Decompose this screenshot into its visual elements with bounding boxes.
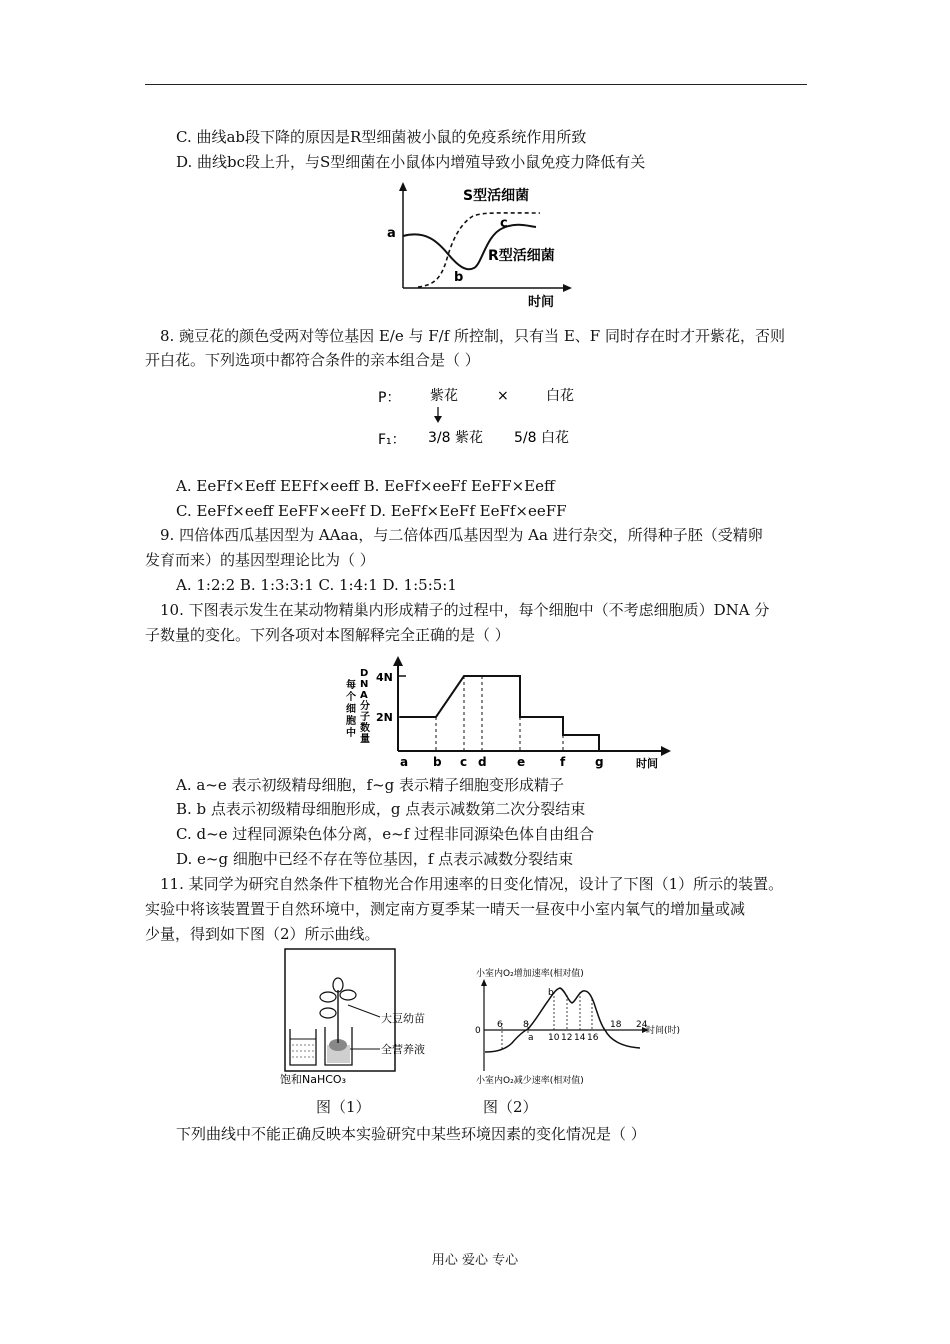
svg-text:D: D xyxy=(360,668,369,679)
q11-apparatus-figure xyxy=(270,945,440,1090)
q11-tick-6: 6 xyxy=(497,1020,503,1030)
q8-times: × xyxy=(497,388,509,404)
q7-bacteria-graph xyxy=(378,180,578,310)
q10-y-label-col1 xyxy=(346,678,356,739)
q8-options-ab: A. EeFf×Eeff EEFf×eeff B. EeFf×eeFf EeFF×Eeff xyxy=(176,477,555,495)
page-footer: 用心 爱心 专心 xyxy=(431,1253,519,1268)
q11-stem-2: 实验中将该装置置于自然环境中，测定南方夏季某一晴天一昼夜中小室内氧气的增加量或减 xyxy=(145,900,746,918)
svg-text:量: 量 xyxy=(360,734,370,745)
q10-x-tick-f: f xyxy=(560,755,566,769)
q10-x-tick-c: c xyxy=(460,755,468,769)
q10-y-label-col2 xyxy=(360,668,370,745)
svg-text:数: 数 xyxy=(360,723,370,734)
q10-x-tick-e: e xyxy=(517,755,526,769)
q11-label-seedling: 大豆幼苗 xyxy=(381,1012,425,1025)
svg-text:胞: 胞 xyxy=(346,716,356,727)
q11-y-bottom-label: 小室内O₂减少速率(相对值) xyxy=(476,1076,584,1086)
q11-tail: 下列曲线中不能正确反映本实验研究中某些环境因素的变化情况是（ ） xyxy=(176,1125,646,1143)
q7-label-a: a xyxy=(387,226,396,241)
q10-option-d: D. e~g 细胞中已经不存在等位基因，f 点表示减数分裂结束 xyxy=(176,850,574,868)
svg-text:中: 中 xyxy=(346,728,356,739)
q7-label-b: b xyxy=(454,270,464,285)
q11-tick-18: 18 xyxy=(610,1020,622,1030)
q8-stem-1: 8. 豌豆花的颜色受两对等位基因 E/e 与 F/f 所控制，只有当 E、F 同时存在时才开紫花，否则 xyxy=(160,327,785,345)
svg-text:分: 分 xyxy=(360,701,370,712)
q8-white-parent: 白花 xyxy=(546,388,574,404)
q7-label-c: c xyxy=(500,216,508,231)
q10-x-tick-b: b xyxy=(433,755,442,769)
q11-tick-10: 10 xyxy=(548,1033,560,1043)
q10-stem-1: 10. 下图表示发生在某动物精巢内形成精子的过程中，每个细胞中（不考虑细胞质）DNA 分 xyxy=(160,601,770,619)
svg-text:子: 子 xyxy=(360,712,370,723)
q8-f1-purple: 3/8 紫花 xyxy=(428,430,483,446)
q11-x-axis-label: 时间(时) xyxy=(646,1026,681,1036)
header-rule xyxy=(145,84,807,85)
q11-point-b: b xyxy=(548,988,554,998)
q11-y-top-label: 小室内O₂增加速率(相对值) xyxy=(476,969,584,979)
q11-tick-12: 12 xyxy=(561,1033,573,1043)
q8-options-cd: C. EeFf×eeff EeFF×eeFf D. EeFf×EeFf EeFf×eeFF xyxy=(176,502,567,520)
q8-cross-diagram xyxy=(374,380,594,455)
q10-tick-2n: 2N xyxy=(376,711,393,724)
q8-f1-white: 5/8 白花 xyxy=(514,430,569,446)
svg-text:A: A xyxy=(360,690,368,701)
q8-f1-label: F₁： xyxy=(378,432,406,448)
q7-r-label: R型活细菌 xyxy=(488,248,555,264)
q10-tick-4n: 4N xyxy=(376,671,393,684)
q10-option-a: A. a~e 表示初级精母细胞，f~g 表示精子细胞变形成精子 xyxy=(176,776,565,794)
q8-p-label: P： xyxy=(378,390,401,406)
q11-tick-8: 8 xyxy=(523,1020,529,1030)
q11-zero: 0 xyxy=(475,1026,481,1036)
q8-purple-parent: 紫花 xyxy=(430,388,458,404)
q7-option-c: C. 曲线ab段下降的原因是R型细菌被小鼠的免疫系统作用所致 xyxy=(176,128,587,146)
q8-stem-2: 开白花。下列选项中都符合条件的亲本组合是（ ） xyxy=(145,351,480,369)
q11-label-nutrient: 全营养液 xyxy=(381,1043,425,1056)
q10-x-axis-label: 时间 xyxy=(636,757,658,770)
q10-option-c: C. d~e 过程同源染色体分离，e~f 过程非同源染色体自由组合 xyxy=(176,825,595,843)
q9-stem-2: 发育而来）的基因型理论比为（ ） xyxy=(145,551,375,569)
svg-text:N: N xyxy=(360,679,369,690)
q10-x-tick-a: a xyxy=(400,755,409,769)
q9-options: A. 1:2:2 B. 1:3:3:1 C. 1:4:1 D. 1:5:5:1 xyxy=(176,576,457,594)
q10-x-tick-d: d xyxy=(478,755,487,769)
svg-text:每: 每 xyxy=(346,680,356,691)
q7-s-label: S型活细菌 xyxy=(463,188,530,204)
q11-tick-24: 24 xyxy=(636,1020,648,1030)
q9-stem-1: 9. 四倍体西瓜基因型为 AAaa，与二倍体西瓜基因型为 Aa 进行杂交，所得种子胚（受精卵 xyxy=(160,526,763,544)
q11-tick-16: 16 xyxy=(587,1033,599,1043)
q10-x-tick-g: g xyxy=(595,755,604,769)
q11-stem-3: 少量，得到如下图（2）所示曲线。 xyxy=(145,925,380,943)
q11-caption-1: 图（1） xyxy=(316,1098,371,1116)
q11-tick-14: 14 xyxy=(574,1033,586,1043)
q11-point-a: a xyxy=(528,1033,534,1043)
q7-option-d: D. 曲线bc段上升，与S型细菌在小鼠体内增殖导致小鼠免疫力降低有关 xyxy=(176,153,646,171)
svg-text:细: 细 xyxy=(346,704,356,715)
q10-dna-graph xyxy=(340,652,680,772)
q7-x-axis-label: 时间 xyxy=(528,295,555,310)
svg-text:个: 个 xyxy=(346,692,356,703)
q10-option-b: B. b 点表示初级精母细胞形成，g 点表示减数第二次分裂结束 xyxy=(176,800,586,818)
q11-stem-1: 11. 某同学为研究自然条件下植物光合作用速率的日变化情况，设计了下图（1）所示的装置。 xyxy=(160,875,784,893)
q11-oxygen-curve xyxy=(470,965,690,1090)
q10-stem-2: 子数量的变化。下列各项对本图解释完全正确的是（ ） xyxy=(145,626,510,644)
q11-caption-2: 图（2） xyxy=(483,1098,538,1116)
q11-label-nahco3: 饱和NaHCO₃ xyxy=(280,1073,346,1086)
